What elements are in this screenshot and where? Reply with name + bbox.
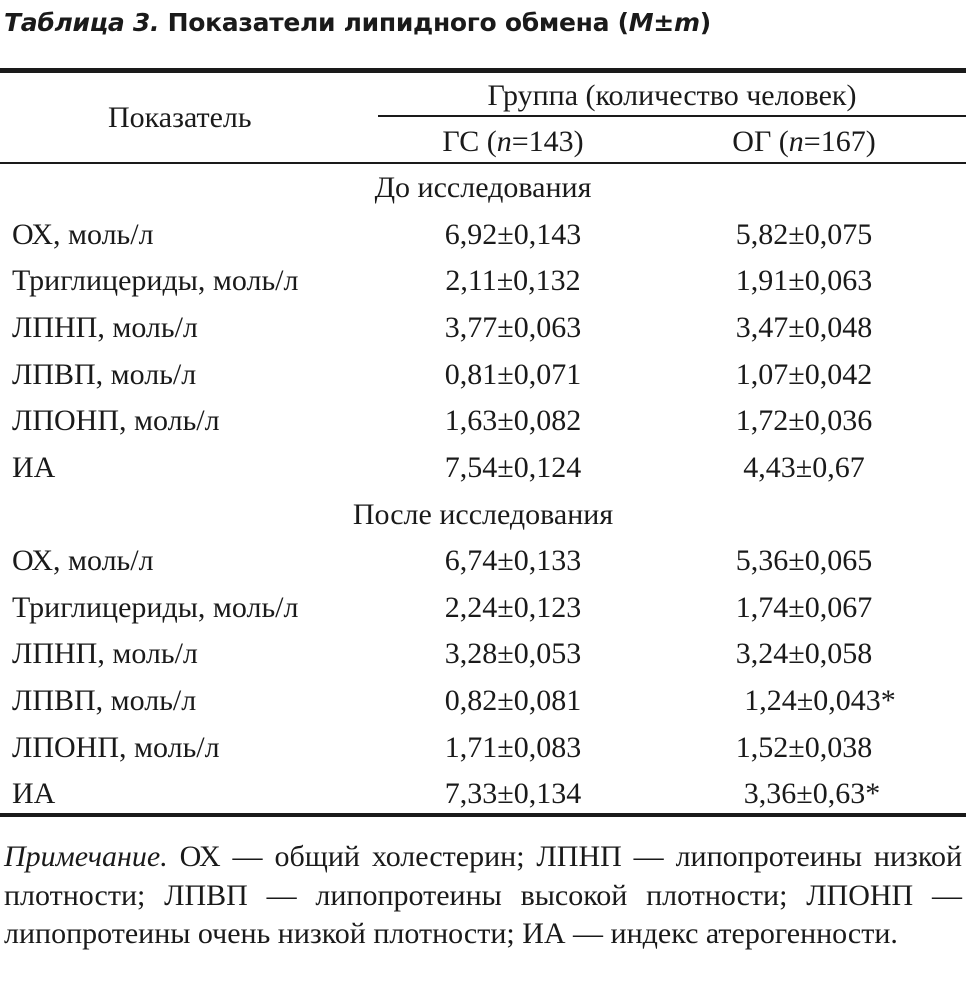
value-og: 1,24±0,043*: [744, 684, 896, 717]
value-og: 3,24±0,058: [735, 637, 873, 670]
section-title-before: До исследования: [374, 171, 592, 204]
header-gs: [378, 124, 648, 160]
value-og: 1,52±0,038: [735, 731, 873, 764]
value-og: 1,72±0,036: [735, 404, 873, 437]
value-og: 5,36±0,065: [735, 544, 873, 577]
header-og-name: ОГ (: [732, 125, 789, 158]
value-og: 1,07±0,042: [735, 358, 873, 391]
row-label: Триглицериды, моль/л: [12, 591, 299, 624]
table-caption: [4, 8, 711, 37]
row-label: ОХ, моль/л: [12, 544, 154, 577]
note-text: ОХ — общий холестерин; ЛПНП — липопротеины низкой плотности; ЛПВП — липопротеины высокой плотности; ЛПОНП — липопротеины очень низкой плотности; ИА — индекс атерогенности.: [4, 840, 962, 950]
row-label: ЛПНП, моль/л: [12, 311, 198, 344]
row-label: Триглицериды, моль/л: [12, 264, 299, 297]
row-label: ЛПВП, моль/л: [12, 684, 197, 717]
row-label: ЛПНП, моль/л: [12, 637, 198, 670]
caption-close: ): [699, 8, 711, 37]
row-label: ОХ, моль/л: [12, 218, 154, 251]
caption-lead: Таблица 3.: [4, 8, 160, 37]
header-bottom-rule: [0, 162, 966, 164]
value-gs: 0,81±0,071: [444, 358, 582, 391]
row-label: ЛПОНП, моль/л: [12, 404, 220, 437]
table-note: [4, 838, 962, 954]
group-header-rule: [378, 115, 966, 117]
value-og: 5,82±0,075: [735, 218, 873, 251]
value-og: 3,47±0,048: [735, 311, 873, 344]
table-top-rule: [0, 68, 966, 73]
header-gs-name: ГС (: [442, 125, 497, 158]
row-label: ИА: [12, 451, 56, 484]
note-label: Примечание.: [4, 840, 168, 873]
value-gs: 2,11±0,132: [445, 264, 581, 297]
value-gs: 2,24±0,123: [444, 591, 582, 624]
table-bottom-rule: [0, 813, 966, 817]
caption-title: Показатели липидного обмена (: [167, 8, 629, 37]
header-og: [664, 124, 944, 160]
value-gs: 3,28±0,053: [444, 637, 582, 670]
header-group: Группа (количество человек): [487, 79, 857, 112]
row-label: ЛПВП, моль/л: [12, 358, 197, 391]
header-og-count: =167): [803, 125, 876, 158]
value-og: 1,91±0,063: [735, 264, 873, 297]
header-gs-count: =143): [511, 125, 584, 158]
value-gs: 6,74±0,133: [444, 544, 582, 577]
header-indicator: Показатель: [108, 101, 252, 134]
value-gs: 1,63±0,082: [444, 404, 582, 437]
row-label: ЛПОНП, моль/л: [12, 731, 220, 764]
caption-symbol: M±m: [628, 8, 700, 37]
value-gs: 6,92±0,143: [444, 218, 582, 251]
value-og: 3,36±0,63*: [743, 777, 881, 810]
value-gs: 3,77±0,063: [444, 311, 582, 344]
section-title-after: После исследования: [352, 498, 614, 531]
header-og-n: n: [788, 125, 804, 158]
value-og: 4,43±0,67: [743, 451, 865, 484]
value-og: 1,74±0,067: [735, 591, 873, 624]
header-gs-n: n: [496, 125, 512, 158]
value-gs: 7,54±0,124: [444, 451, 582, 484]
row-label: ИА: [12, 777, 56, 810]
value-gs: 1,71±0,083: [444, 731, 582, 764]
value-gs: 7,33±0,134: [444, 777, 582, 810]
value-gs: 0,82±0,081: [444, 684, 582, 717]
